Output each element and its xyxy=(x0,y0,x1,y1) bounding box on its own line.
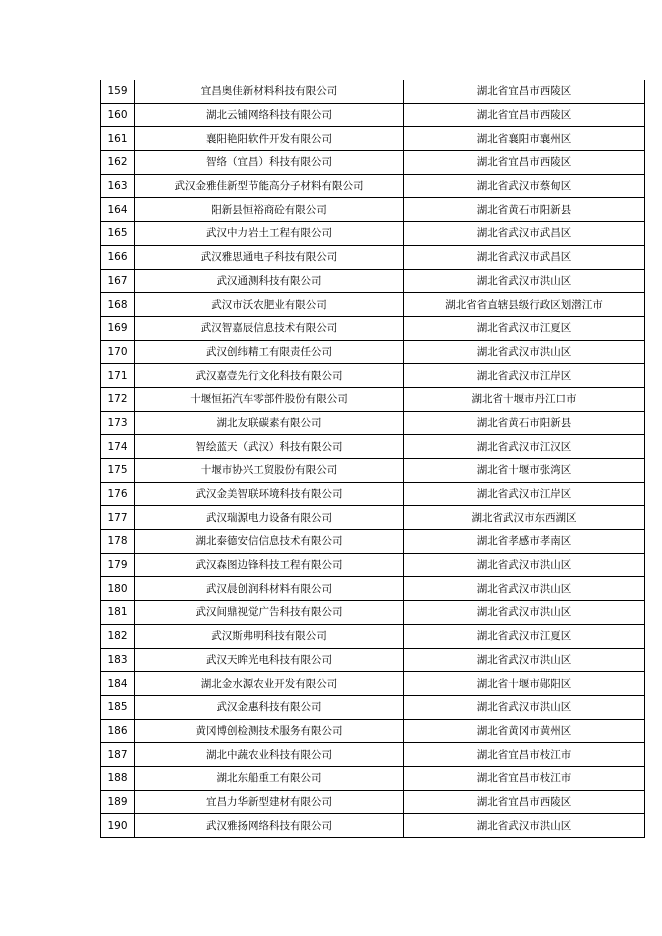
company-name: 十堰市协兴工贸股份有限公司 xyxy=(135,459,404,483)
table-row xyxy=(101,103,645,127)
table-row xyxy=(101,624,645,648)
company-location: 湖北省孝感市孝南区 xyxy=(404,530,645,554)
company-name: 湖北泰德安信信息技术有限公司 xyxy=(135,530,404,554)
row-number: 168 xyxy=(101,293,135,317)
table-row xyxy=(101,151,645,175)
row-number: 166 xyxy=(101,245,135,269)
company-name: 宜昌力华新型建材有限公司 xyxy=(135,790,404,814)
company-location: 湖北省武汉市江夏区 xyxy=(404,316,645,340)
company-name: 武汉晨创润科材料有限公司 xyxy=(135,577,404,601)
company-name: 武汉中力岩土工程有限公司 xyxy=(135,222,404,246)
row-number: 173 xyxy=(101,411,135,435)
table-row xyxy=(101,387,645,411)
row-number: 178 xyxy=(101,530,135,554)
company-name: 武汉市沃农肥业有限公司 xyxy=(135,293,404,317)
table-row xyxy=(101,222,645,246)
company-location: 湖北省武汉市洪山区 xyxy=(404,269,645,293)
row-number: 184 xyxy=(101,672,135,696)
company-name: 武汉金美智联环境科技有限公司 xyxy=(135,482,404,506)
company-name: 智绘蓝天（武汉）科技有限公司 xyxy=(135,435,404,459)
company-location: 湖北省十堰市郧阳区 xyxy=(404,672,645,696)
company-name: 武汉创纬精工有限责任公司 xyxy=(135,340,404,364)
row-number: 170 xyxy=(101,340,135,364)
row-number: 177 xyxy=(101,506,135,530)
table-row xyxy=(101,435,645,459)
row-number: 189 xyxy=(101,790,135,814)
row-number: 181 xyxy=(101,601,135,625)
company-location: 湖北省武汉市东西湖区 xyxy=(404,506,645,530)
company-name: 湖北中蔬农业科技有限公司 xyxy=(135,743,404,767)
table-row xyxy=(101,174,645,198)
company-name: 武汉间鼎视觉广告科技有限公司 xyxy=(135,601,404,625)
company-location: 湖北省黄冈市黄州区 xyxy=(404,719,645,743)
row-number: 164 xyxy=(101,198,135,222)
company-name: 武汉金雅佳新型节能高分子材料有限公司 xyxy=(135,174,404,198)
table-row xyxy=(101,577,645,601)
row-number: 182 xyxy=(101,624,135,648)
company-location: 湖北省十堰市丹江口市 xyxy=(404,387,645,411)
company-location: 湖北省宜昌市西陵区 xyxy=(404,151,645,175)
company-name: 武汉雅扬网络科技有限公司 xyxy=(135,814,404,838)
table-row xyxy=(101,198,645,222)
company-location: 湖北省武汉市洪山区 xyxy=(404,695,645,719)
company-location: 湖北省武汉市洪山区 xyxy=(404,553,645,577)
row-number: 162 xyxy=(101,151,135,175)
row-number: 160 xyxy=(101,103,135,127)
company-name: 武汉金惠科技有限公司 xyxy=(135,695,404,719)
row-number: 171 xyxy=(101,364,135,388)
table-row xyxy=(101,672,645,696)
company-name: 湖北东船重工有限公司 xyxy=(135,766,404,790)
company-name: 智络（宜昌）科技有限公司 xyxy=(135,151,404,175)
table-row xyxy=(101,80,645,103)
row-number: 169 xyxy=(101,316,135,340)
company-name: 武汉嘉壹先行文化科技有限公司 xyxy=(135,364,404,388)
company-location: 湖北省宜昌市西陵区 xyxy=(404,790,645,814)
row-number: 183 xyxy=(101,648,135,672)
company-name: 十堰恒拓汽车零部件股份有限公司 xyxy=(135,387,404,411)
table-row xyxy=(101,648,645,672)
table-row xyxy=(101,245,645,269)
row-number: 180 xyxy=(101,577,135,601)
table-row xyxy=(101,766,645,790)
row-number: 188 xyxy=(101,766,135,790)
row-number: 176 xyxy=(101,482,135,506)
table-row xyxy=(101,601,645,625)
company-location: 湖北省武汉市洪山区 xyxy=(404,814,645,838)
table-row xyxy=(101,293,645,317)
company-location: 湖北省十堰市张湾区 xyxy=(404,459,645,483)
company-name: 武汉智嘉辰信息技术有限公司 xyxy=(135,316,404,340)
row-number: 163 xyxy=(101,174,135,198)
table-row xyxy=(101,459,645,483)
table-row xyxy=(101,790,645,814)
company-location: 湖北省省直辖县级行政区划潜江市 xyxy=(404,293,645,317)
row-number: 175 xyxy=(101,459,135,483)
company-location: 湖北省武汉市武昌区 xyxy=(404,245,645,269)
company-location: 湖北省武汉市江岸区 xyxy=(404,482,645,506)
company-location: 湖北省宜昌市枝江市 xyxy=(404,766,645,790)
row-number: 185 xyxy=(101,695,135,719)
company-location: 湖北省武汉市江汉区 xyxy=(404,435,645,459)
company-name: 宜昌奥佳新材料科技有限公司 xyxy=(135,80,404,103)
table-row xyxy=(101,695,645,719)
company-table xyxy=(100,80,645,838)
row-number: 190 xyxy=(101,814,135,838)
table-row xyxy=(101,127,645,151)
table-row xyxy=(101,553,645,577)
company-location: 湖北省武汉市江夏区 xyxy=(404,624,645,648)
table-row xyxy=(101,316,645,340)
table-row xyxy=(101,340,645,364)
row-number: 172 xyxy=(101,387,135,411)
table-body xyxy=(101,80,645,838)
table-row xyxy=(101,743,645,767)
company-name: 湖北云铺网络科技有限公司 xyxy=(135,103,404,127)
row-number: 179 xyxy=(101,553,135,577)
company-name: 湖北金水源农业开发有限公司 xyxy=(135,672,404,696)
row-number: 186 xyxy=(101,719,135,743)
company-location: 湖北省宜昌市枝江市 xyxy=(404,743,645,767)
company-name: 武汉斯弗明科技有限公司 xyxy=(135,624,404,648)
row-number: 174 xyxy=(101,435,135,459)
row-number: 161 xyxy=(101,127,135,151)
company-name: 武汉森图边锋科技工程有限公司 xyxy=(135,553,404,577)
company-name: 襄阳艳阳软件开发有限公司 xyxy=(135,127,404,151)
company-location: 湖北省宜昌市西陵区 xyxy=(404,80,645,103)
row-number: 167 xyxy=(101,269,135,293)
table-row xyxy=(101,269,645,293)
table-row xyxy=(101,506,645,530)
row-number: 165 xyxy=(101,222,135,246)
company-name: 黄冈博创检测技术服务有限公司 xyxy=(135,719,404,743)
table-row xyxy=(101,411,645,435)
table-row xyxy=(101,482,645,506)
company-location: 湖北省宜昌市西陵区 xyxy=(404,103,645,127)
company-location: 湖北省武汉市江岸区 xyxy=(404,364,645,388)
row-number: 187 xyxy=(101,743,135,767)
company-location: 湖北省武汉市武昌区 xyxy=(404,222,645,246)
company-location: 湖北省武汉市洪山区 xyxy=(404,648,645,672)
company-name: 武汉天眸光电科技有限公司 xyxy=(135,648,404,672)
row-number: 159 xyxy=(101,80,135,103)
company-name: 武汉瑞源电力设备有限公司 xyxy=(135,506,404,530)
table-row xyxy=(101,814,645,838)
company-location: 湖北省黄石市阳新县 xyxy=(404,411,645,435)
table-row xyxy=(101,530,645,554)
company-location: 湖北省武汉市洪山区 xyxy=(404,340,645,364)
table-row xyxy=(101,719,645,743)
company-location: 湖北省襄阳市襄州区 xyxy=(404,127,645,151)
company-name: 湖北友联碳素有限公司 xyxy=(135,411,404,435)
company-location: 湖北省武汉市洪山区 xyxy=(404,601,645,625)
company-name: 阳新县恒裕商砼有限公司 xyxy=(135,198,404,222)
company-name: 武汉通测科技有限公司 xyxy=(135,269,404,293)
table-row xyxy=(101,364,645,388)
company-name: 武汉雅思通电子科技有限公司 xyxy=(135,245,404,269)
company-location: 湖北省黄石市阳新县 xyxy=(404,198,645,222)
company-location: 湖北省武汉市洪山区 xyxy=(404,577,645,601)
company-location: 湖北省武汉市蔡甸区 xyxy=(404,174,645,198)
